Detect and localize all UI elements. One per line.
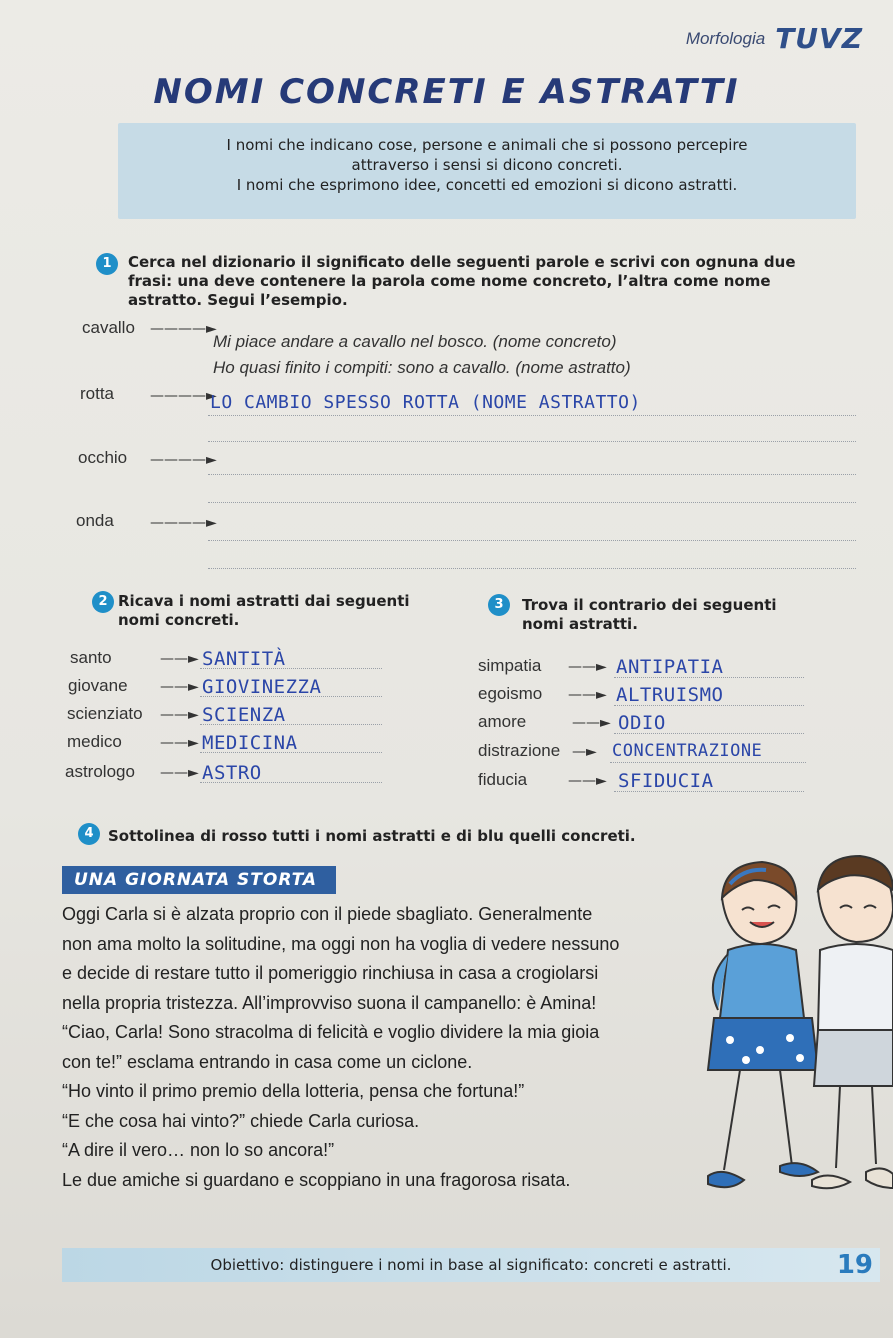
answer-line[interactable] — [200, 752, 382, 753]
girls-illustration — [700, 850, 893, 1200]
story-line: “A dire il vero… non lo so ancora!” — [62, 1140, 335, 1160]
arrow-icon: ————► — [150, 388, 217, 404]
arrow-icon: ——► — [568, 773, 607, 789]
story-line: nella propria tristezza. All’improvviso suona il campanello: è Amina! — [62, 992, 597, 1013]
girl-right-figure — [812, 856, 893, 1188]
handwritten-answer-rotta: LO CAMBIO SPESSO ROTTA (NOME ASTRATTO) — [210, 392, 641, 413]
answer-line[interactable] — [200, 696, 382, 697]
arrow-icon: ——► — [160, 765, 199, 781]
answer-line[interactable] — [200, 668, 382, 669]
story-line: e decide di restare tutto il pomeriggio rinchiusa in casa a crogiolarsi — [62, 963, 599, 983]
ex3-word: simpatia — [478, 656, 542, 675]
example-sentence-abstract: Ho quasi finito i compiti: sono a cavallo. (nome astratto) — [213, 358, 631, 377]
ex3-answer: SFIDUCIA — [618, 770, 714, 792]
answer-line[interactable] — [614, 733, 804, 734]
story-text — [62, 900, 702, 1195]
word-rotta: rotta — [80, 384, 115, 403]
word-occhio: occhio — [78, 448, 128, 467]
exercise-2-instruction: Ricava i nomi astratti dai seguenti nomi concreti. — [118, 592, 410, 629]
arrow-icon: ——► — [568, 659, 607, 675]
story-line: Le due amiche si guardano e scoppiano in una fragorosa risata. — [62, 1169, 571, 1190]
example-sentence-concrete: Mi piace andare a cavallo nel bosco. (nome concreto) — [213, 332, 617, 351]
header-brand — [686, 22, 863, 55]
ex3-answer: ALTRUISMO — [616, 684, 724, 706]
exercise-2-number: 2 — [92, 590, 114, 613]
ex2-answer: SANTITÀ — [202, 648, 286, 670]
ex3-word: egoismo — [478, 684, 543, 703]
ex2-word: santo — [70, 648, 112, 667]
definition-box — [118, 123, 856, 219]
page-number: 19 — [836, 1250, 873, 1280]
word-onda: onda — [76, 511, 114, 530]
ex2-answer: GIOVINEZZA — [202, 676, 322, 698]
ex3-answer: CONCENTRAZIONE — [612, 741, 763, 761]
arrow-icon: ——► — [572, 715, 611, 731]
answer-line[interactable] — [208, 540, 856, 541]
ex2-word: giovane — [68, 676, 128, 695]
arrow-icon: ——► — [568, 687, 607, 703]
objective-text: Obiettivo: distinguere i nomi in base al significato: concreti e astratti. — [210, 1256, 732, 1274]
story-line: “E che cosa hai vinto?” chiede Carla curiosa. — [62, 1110, 420, 1131]
arrow-icon: ————► — [150, 515, 217, 531]
ex2-word: astrologo — [65, 762, 135, 781]
answer-line[interactable] — [208, 474, 856, 475]
answer-line[interactable] — [200, 782, 382, 783]
section-label: Morfologia — [685, 28, 766, 48]
exercise-4-instruction: Sottolinea di rosso tutti i nomi astratti e di blu quelli concreti. — [108, 827, 636, 845]
answer-line[interactable] — [610, 762, 806, 763]
answer-line[interactable] — [614, 677, 804, 678]
objective-footer — [62, 1248, 880, 1282]
arrow-icon: ——► — [160, 735, 199, 751]
ex3-answer: ODIO — [618, 712, 666, 734]
definition-line: I nomi che esprimono idee, concetti ed emozioni si dicono astratti. — [236, 176, 738, 194]
ex2-word: scienziato — [67, 704, 143, 723]
arrow-icon: ——► — [160, 707, 199, 723]
girl-left-figure — [708, 862, 818, 1187]
answer-line[interactable] — [208, 415, 856, 416]
definition-line: I nomi che indicano cose, persone e animali che si possono percepire — [226, 136, 748, 154]
ex2-answer: ASTRO — [202, 762, 262, 784]
arrow-icon: ————► — [150, 321, 217, 337]
ex2-word: medico — [67, 732, 122, 751]
ex3-word: fiducia — [478, 770, 528, 789]
story-line: con te!” esclama entrando in casa come un ciclone. — [62, 1051, 473, 1072]
story-line: Oggi Carla si è alzata proprio con il piede sbagliato. Generalmente — [62, 904, 593, 924]
answer-line[interactable] — [208, 568, 856, 569]
arrow-icon: —► — [572, 744, 597, 760]
answer-line[interactable] — [208, 441, 856, 442]
arrow-icon: ————► — [150, 452, 217, 468]
exercise-1-instruction: Cerca nel dizionario il significato delle seguenti parole e scrivi con ognuna due frasi: una deve contenere la parola come nome concreto, l’altra come nome astratto. Segui l’esempio. — [128, 253, 796, 309]
answer-line[interactable] — [614, 791, 804, 792]
answer-line[interactable] — [200, 724, 382, 725]
ex3-word: amore — [478, 712, 527, 731]
ex3-answer: ANTIPATIA — [616, 656, 724, 678]
brand-logo: TUVZ — [775, 22, 863, 55]
ex3-word: distrazione — [478, 741, 561, 760]
ex2-answer: MEDICINA — [202, 732, 298, 754]
story-line: “Ciao, Carla! Sono stracolma di felicità e voglio dividere la mia gioia — [62, 1022, 600, 1042]
arrow-icon: ——► — [160, 651, 199, 667]
answer-line[interactable] — [208, 502, 856, 503]
story-title: UNA GIORNATA STORTA — [62, 866, 336, 894]
answer-line[interactable] — [614, 705, 804, 706]
ex2-answer: SCIENZA — [202, 704, 286, 726]
exercise-3-number: 3 — [488, 593, 510, 616]
exercise-1-number: 1 — [96, 252, 118, 275]
story-line: “Ho vinto il primo premio della lotteria, pensa che fortuna!” — [62, 1081, 525, 1101]
page-title: NOMI CONCRETI E ASTRATTI — [153, 72, 740, 112]
definition-line: attraverso i sensi si dicono concreti. — [351, 156, 623, 174]
arrow-icon: ——► — [160, 679, 199, 695]
example-word: cavallo — [82, 318, 135, 337]
exercise-4-number: 4 — [78, 822, 100, 845]
story-line: non ama molto la solitudine, ma oggi non ha voglia di vedere nessuno — [62, 933, 620, 954]
exercise-3-instruction: Trova il contrario dei seguenti nomi astratti. — [522, 596, 777, 633]
